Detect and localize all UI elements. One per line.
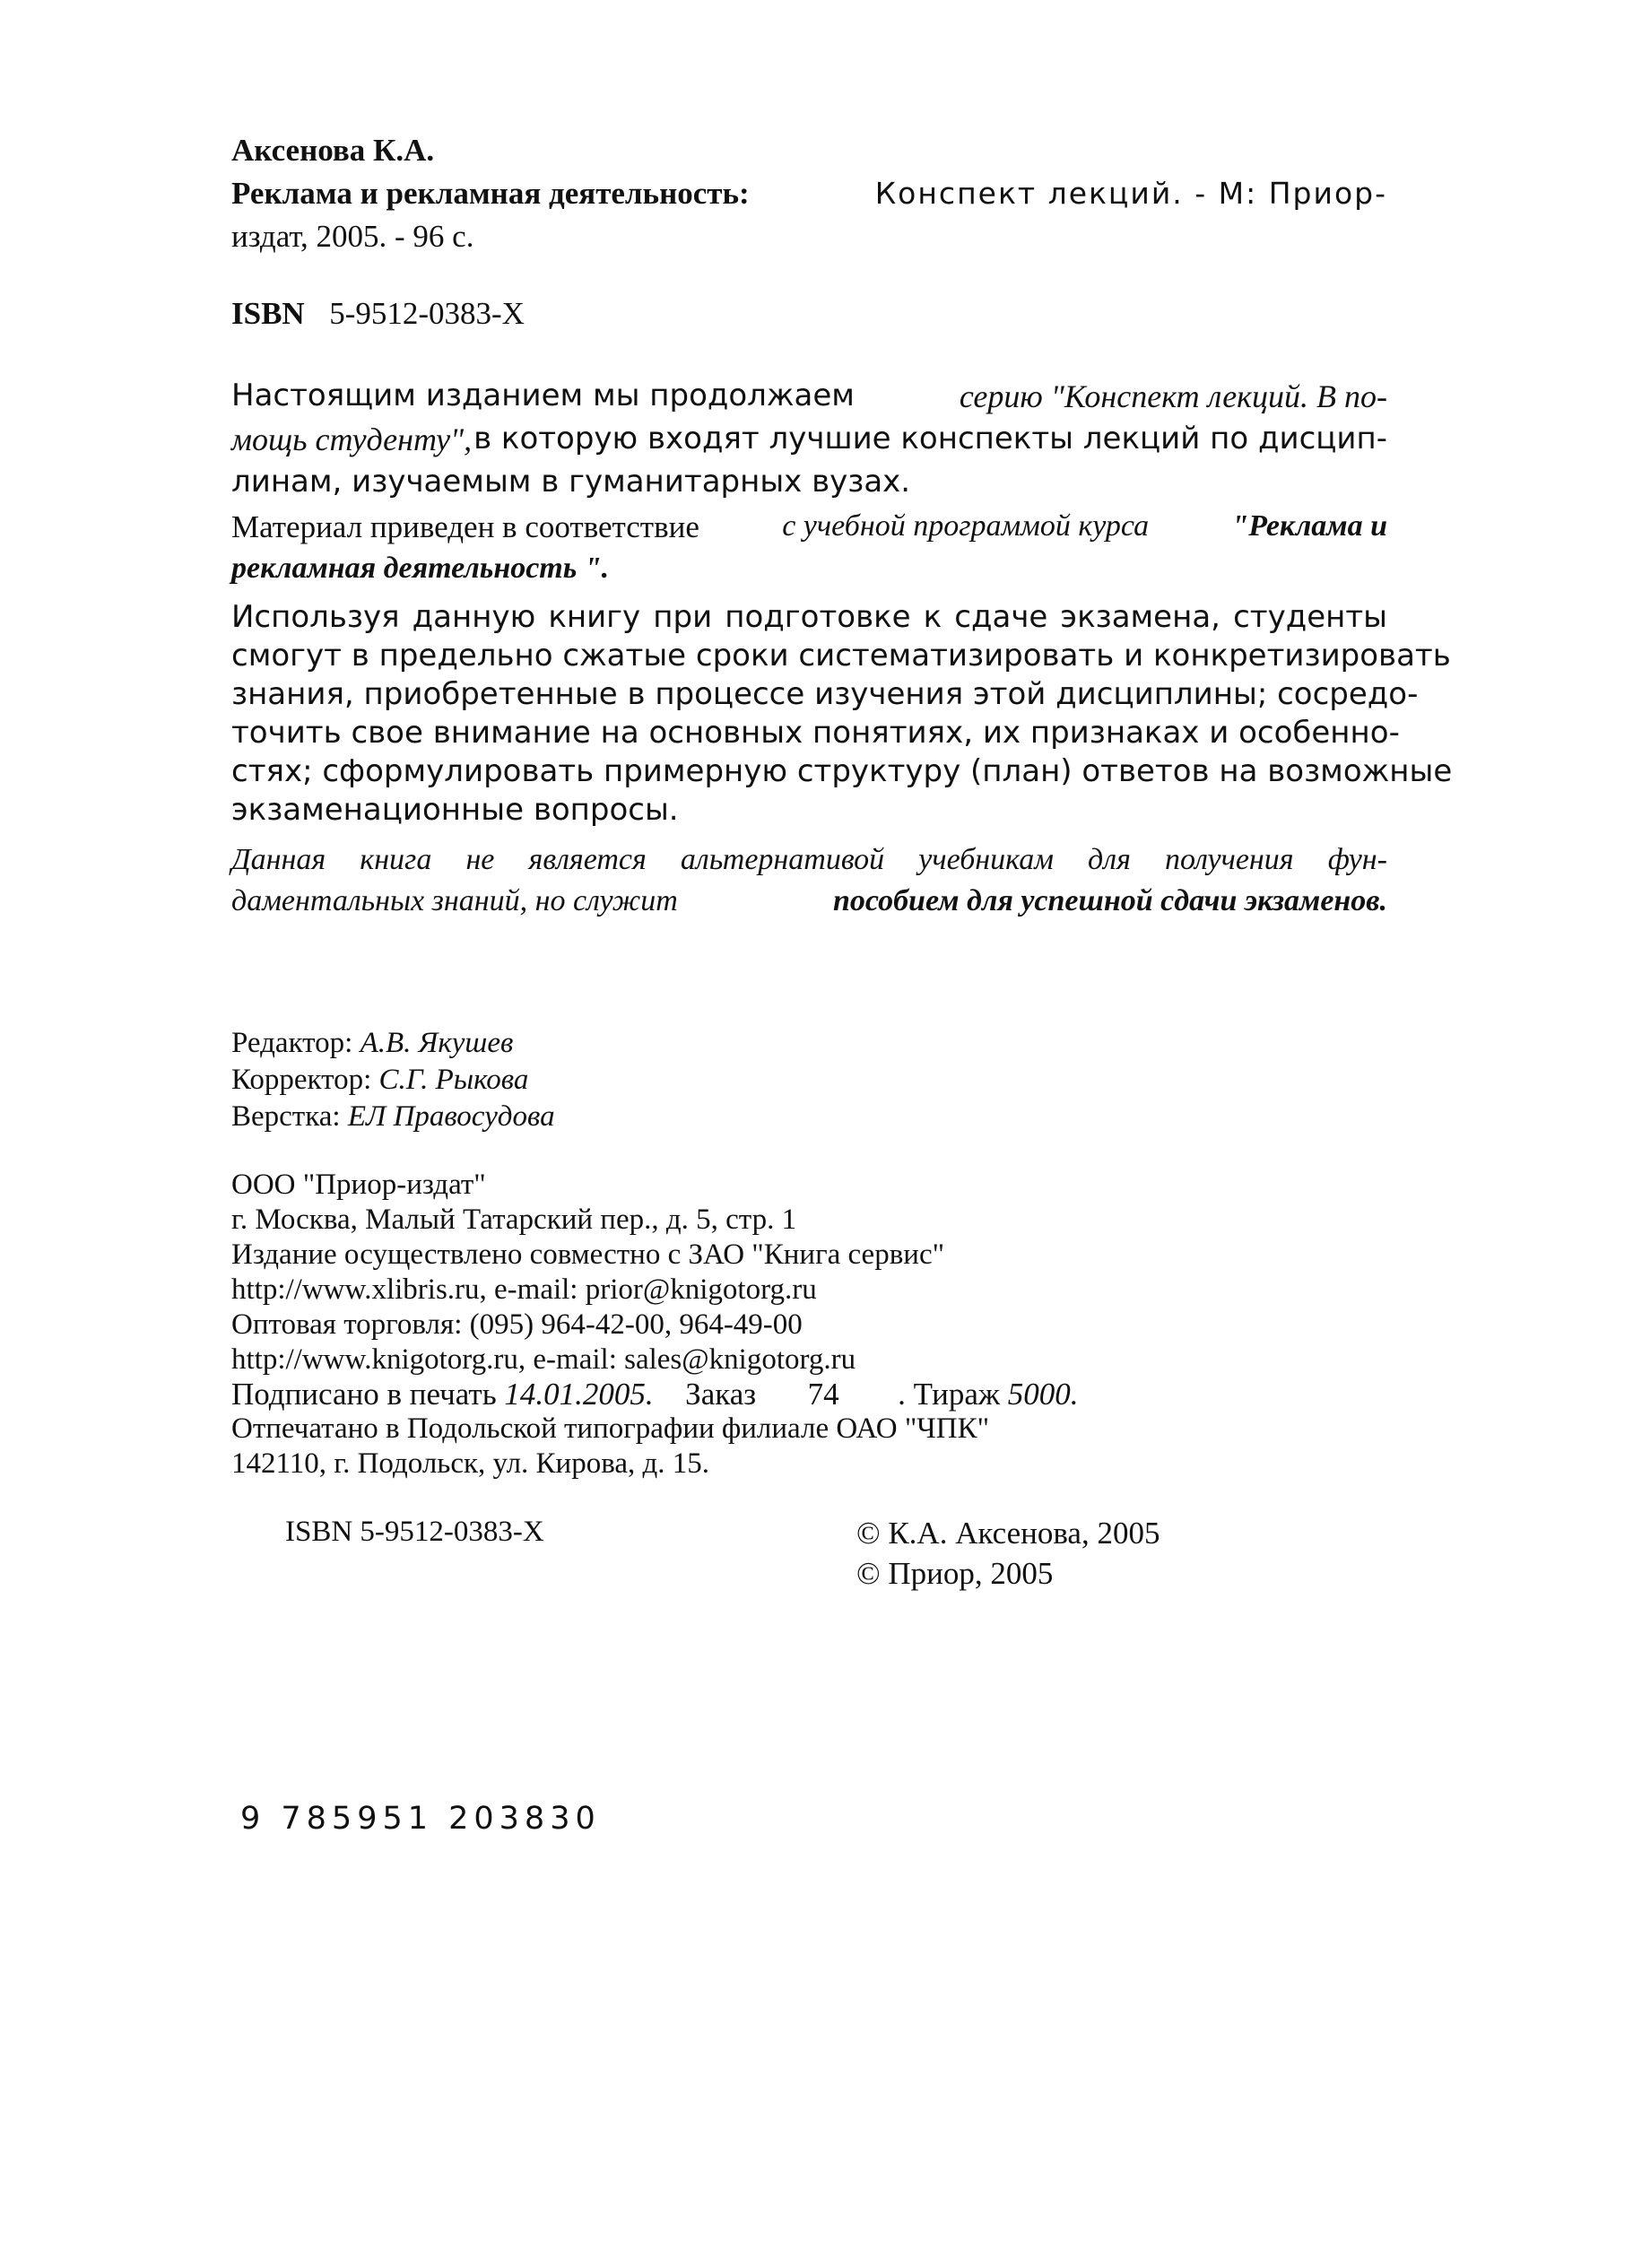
annotation-p2-text-a: Материал приведен в соответствие [231,509,699,544]
corrector-label: Корректор: [231,1064,372,1096]
order-label: Заказ [685,1377,757,1412]
annotation-p3-line-4: точить свое внимание на основных понятиях, их признаках и особенно- [231,715,1400,751]
isbn-bottom: ISBN 5-9512-0383-X [285,1516,544,1548]
wholesale-phones: Оптовая торговля: (095) 964-42-00, 964-49-00 [231,1308,803,1341]
annotation-p2-line-1 [231,509,1387,545]
copyright-author: © К.А. Аксенова, 2005 [856,1516,1160,1551]
printing-house-address: 142110, г. Подольск, ул. Кирова, д. 15. [231,1447,710,1480]
annotation-p4-line-2 [231,884,1387,918]
course-name-a: "Реклама и [1231,509,1387,543]
layout-label: Верстка: [231,1100,341,1133]
series-name-b: мощь студенту", [231,421,473,457]
layout-name: ЕЛ Правосудова [347,1100,555,1133]
annotation-p1-text-a: Настоящим изданием мы продолжаем [231,378,855,413]
barcode-number: 9 785951 203830 [240,1801,601,1837]
book-type-publisher: Конспект лекций. - М: Приор- [874,176,1387,211]
annotation-p3-line-6: экзаменационные вопросы. [231,792,679,828]
annotation-p3-line-1: Используя данную книгу при подготовке к сдаче экзамена, студенты [231,599,1387,635]
distributor-web: http://www.knigotorg.ru, e-mail: sales@knigotorg.ru [231,1343,856,1376]
annotation-p4-text-a: даментальных знаний, но служит [231,884,678,917]
print-run-number: 5000. [1007,1377,1079,1412]
annotation-p4-line-1: Данная книга не является альтернативой учебникам для получения фун- [231,843,1387,876]
signed-date: 14.01.2005. [504,1377,654,1412]
book-title-line-1 [231,176,1387,212]
publisher-web: http://www.xlibris.ru, e-mail: prior@knigotorg.ru [231,1273,817,1306]
publisher-address: г. Москва, Малый Татарский пер., д. 5, стр. 1 [231,1204,797,1236]
book-title: Реклама и рекламная деятельность: [231,176,750,211]
credit-corrector [231,1064,528,1097]
print-signing [231,1377,1079,1412]
isbn-top [231,296,525,332]
printing-house: Отпечатано в Подольской типографии филиале ОАО "ЧПК" [231,1412,990,1445]
order-number: 74 [807,1377,839,1412]
isbn-label: ISBN [231,296,305,331]
book-imprint-line: издат, 2005. - 96 с. [231,219,474,254]
editor-name: А.В. Якушев [360,1027,514,1059]
corrector-name: С.Г. Рыкова [378,1064,529,1096]
course-name-b: рекламная деятельность ". [231,552,610,585]
author-name: Аксенова К.А. [231,133,435,168]
annotation-p1-text-b: в которую входят лучшие конспекты лекций по дисцип- [473,421,1387,456]
publisher-name: ООО "Приор-издат" [231,1169,486,1201]
signed-label: Подписано в печать [231,1377,497,1412]
credit-editor [231,1027,513,1060]
print-run-label: . Тираж [898,1377,1001,1412]
annotation-p3-line-3: знания, приобретенные в процессе изучения этой дисциплины; сосредо- [231,676,1419,712]
annotation-p1-line-3: линам, изучаемым в гуманитарных вузах. [231,464,911,500]
credit-layout [231,1100,555,1134]
annotation-p4-text-b: пособием для успешной сдачи экзаменов. [832,884,1387,917]
joint-edition: Издание осуществлено совместно с ЗАО "Книга сервис" [231,1238,945,1271]
annotation-p1-line-2 [231,421,1387,458]
annotation-p3-line-2: смогут в предельно сжатые сроки систематизировать и конкретизировать [231,638,1451,673]
editor-label: Редактор: [231,1027,353,1059]
series-name-a: серию "Конспект лекций. В по- [959,378,1387,414]
copyright-publisher: © Приор, 2005 [856,1556,1054,1591]
annotation-p3-line-5: стях; сформулировать примерную структуру (план) ответов на возможные [231,753,1453,789]
annotation-p1-line-1 [231,378,1387,415]
isbn-value: 5-9512-0383-X [329,296,525,331]
annotation-p2-text-b: с учебной программой курса [782,509,1150,543]
